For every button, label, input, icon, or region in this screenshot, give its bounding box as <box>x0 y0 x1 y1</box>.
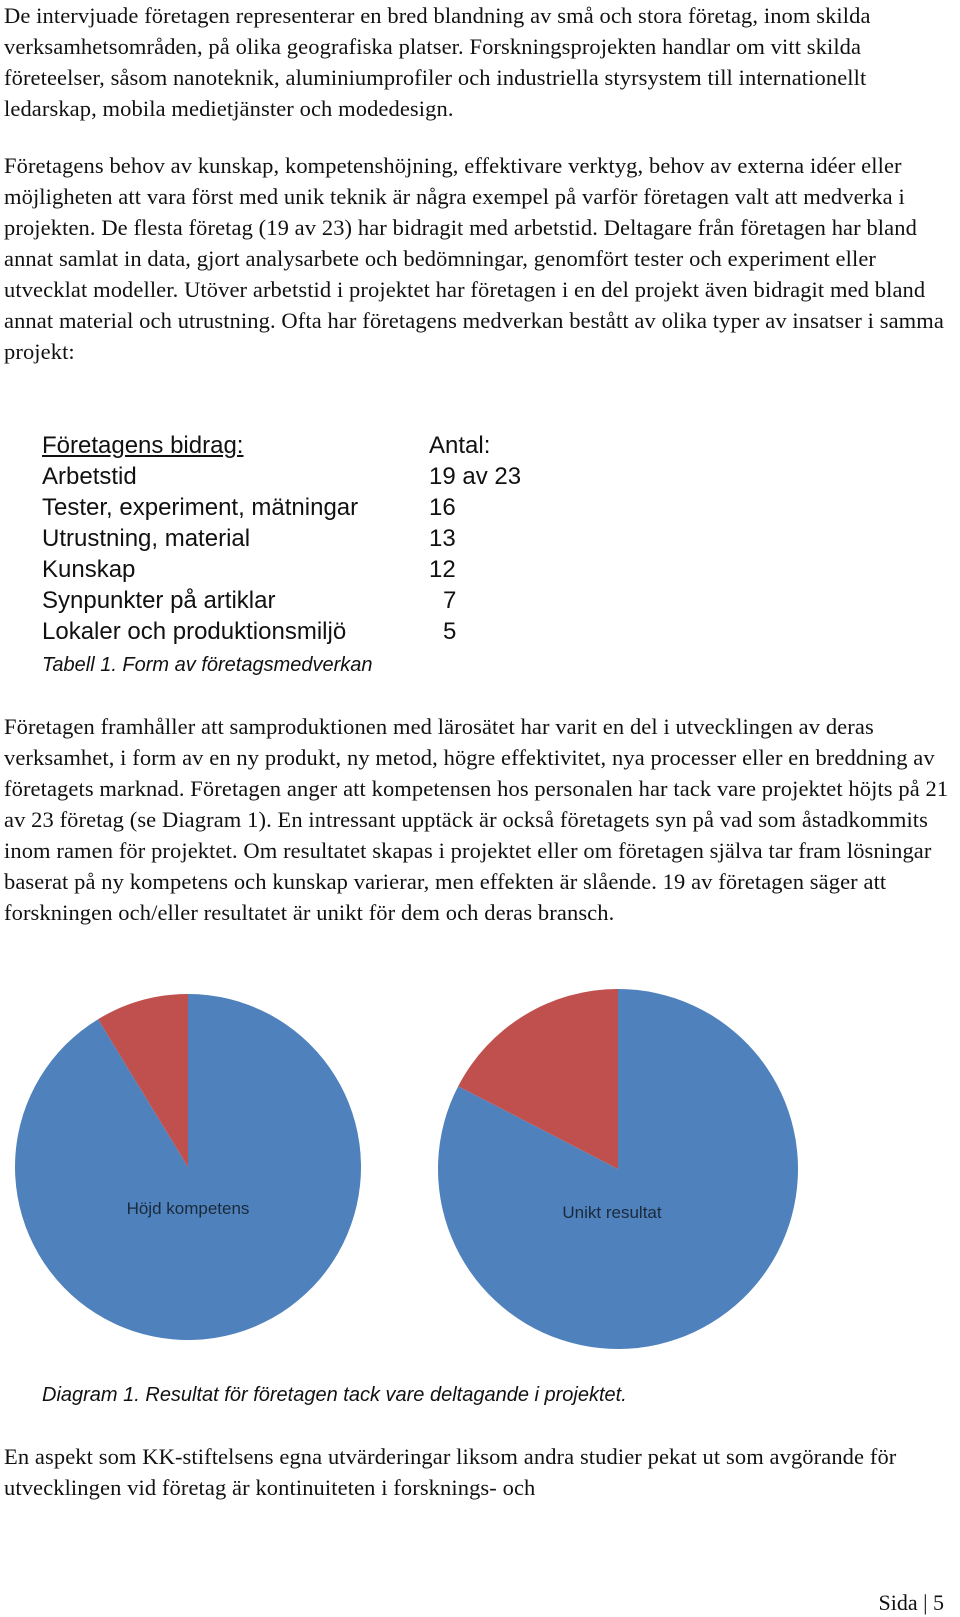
table-cell-value: 19 av 23 <box>429 463 522 490</box>
table-cell-label: Lokaler och produktionsmiljö <box>42 618 347 645</box>
table-cell-label: Arbetstid <box>42 463 137 490</box>
paragraph-2: Företagens behov av kunskap, kompetenshöjning, effektivare verktyg, behov av externa idéer eller möjligheten att vara först med unik teknik är några exempel på varför företagen valt att medverka i projekten. De flesta företag (19 av 23) har bidragit med arbetstid. Deltagare från företagen har bland annat samlat in data, gjort analysarbete och bedömningar, genomfört tester och experiment eller utvecklat modeller. Utöver arbetstid i projektet har företagen i en del projekt även bidragit med bland annat material och utrustning. Ofta har företagens medverkan bestått av olika typer av insatser i samma projekt: <box>4 153 944 364</box>
pie-slice-höjd-kompetens <box>15 994 361 1340</box>
pie-charts <box>0 975 960 1375</box>
paragraph-3: Företagen framhåller att samproduktionen med lärosätet har varit en del i utvecklingen av deras verksamhet, i form av en ny produkt, ny metod, högre effektivitet, nya processer eller en breddning av företagets marknad. Företagen anger att kompetensen hos personalen har tack vare projektet höjts på 21 av 23 företag (se Diagram 1). En intressant upptäck är också företagets syn på vad som åstadkommits inom ramen för projektet. Om resultatet skapas i projektet eller om företagen själva tar fram lösningar baserat på ny kompetens och kunskap varierar, men effekten är slående. 19 av företagen säger att forskningen och/eller resultatet är unikt för dem och deras bransch. <box>4 714 949 925</box>
page-number: Sida | 5 <box>878 1590 944 1615</box>
table-header-value: Antal: <box>429 432 491 459</box>
pie-slice-label: Unikt resultat <box>562 1203 662 1222</box>
pie-chart-1 <box>15 994 361 1340</box>
table-row <box>42 616 553 647</box>
table-cell-value: 16 <box>429 494 456 521</box>
table-row <box>42 554 553 585</box>
table-cell-label: Synpunkter på artiklar <box>42 587 276 614</box>
diagram-caption: Diagram 1. Resultat för företagen tack vare deltagande i projektet. <box>42 1384 627 1406</box>
table-caption: Tabell 1. Form av företagsmedverkan <box>42 654 373 676</box>
table-header-label: Företagens bidrag: <box>42 432 244 459</box>
table-cell-value: 7 <box>443 587 457 614</box>
paragraph-4: En aspekt som KK-stiftelsens egna utvärderingar liksom andra studier pekat ut som avgörande för utvecklingen vid företag är kontinuiteten i forsknings- och <box>4 1444 897 1500</box>
table-cell-label: Utrustning, material <box>42 525 251 552</box>
table-cell-label: Kunskap <box>42 556 136 583</box>
paragraph-1: De intervjuade företagen representerar en bred blandning av små och stora företag, inom skilda verksamhetsområden, på olika geografiska platser. Forskningsprojekten handlar om vitt skilda företeelser, såsom nanoteknik, aluminiumprofiler och industriella styrsystem till internationellt ledarskap, mobila medietjänster och modedesign. <box>4 3 871 121</box>
table-cell-value: 12 <box>429 556 456 583</box>
table-row <box>42 461 553 492</box>
pie-slice-label: Höjd kompetens <box>126 1199 250 1218</box>
table-row <box>42 585 553 616</box>
table-cell-label: Tester, experiment, mätningar <box>42 494 359 521</box>
table-row <box>42 523 553 554</box>
table-cell-value: 13 <box>429 525 456 552</box>
table-row <box>42 492 553 523</box>
table-cell-value: 5 <box>443 618 457 645</box>
table-header-row <box>42 430 553 461</box>
contribution-table <box>42 430 553 647</box>
pie-chart-2 <box>438 989 798 1349</box>
